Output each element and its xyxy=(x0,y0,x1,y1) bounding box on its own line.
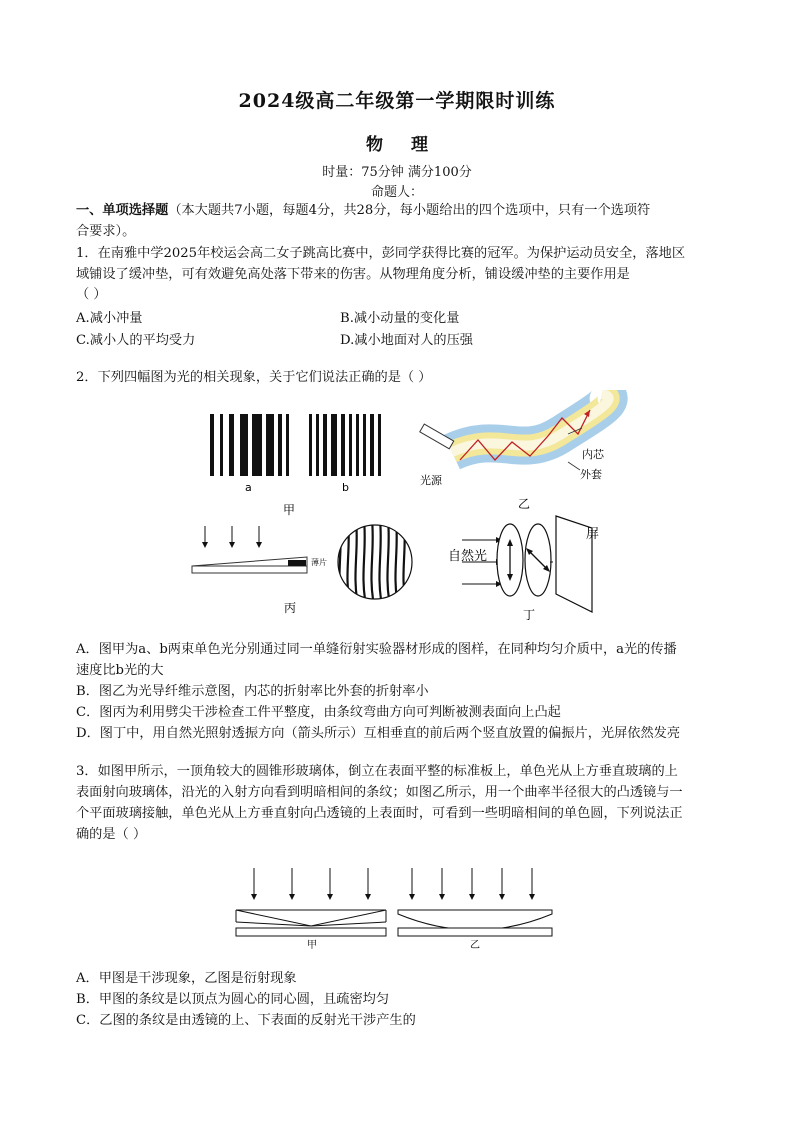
q3-line3: 个平面玻璃接触，单色光从上方垂直射向凸透镜的上表面时，可看到一些明暗相间的单色圆，下列说法正 xyxy=(76,806,683,821)
q1-option-a: A.减小冲量 xyxy=(76,311,143,326)
fringe-pattern xyxy=(338,520,412,605)
q1-line3: （ ） xyxy=(76,287,107,302)
q3-option-c: C．乙图的条纹是由透镜的上、下表面的反射光干涉产生的 xyxy=(76,1013,416,1028)
label-ding: 丁 xyxy=(523,608,536,622)
q1-option-c: C.减小人的平均受力 xyxy=(76,333,196,348)
q3-option-b: B．甲图的条纹是以顶点为圆心的同心圆，且疏密均匀 xyxy=(76,992,390,1007)
q3-line4: 确的是（ ） xyxy=(76,827,147,842)
label-screen: 屏 xyxy=(586,527,600,542)
subject-char-2: 理 xyxy=(411,135,428,155)
label-light-source: 光源 xyxy=(420,474,442,487)
label-q3-jia: 甲 xyxy=(307,940,317,951)
section1-desc-cont: 合要求）。 xyxy=(76,224,136,239)
section1-heading xyxy=(76,200,726,222)
q2-stem: 2．下列四幅图为光的相关现象，关于它们说法正确的是（ ） xyxy=(76,370,432,385)
wedge-interference-diagram xyxy=(192,526,307,573)
cone-on-plate-diagram xyxy=(236,868,386,936)
q2-option-d: D．图丁中，用自然光照射透振方向（箭头所示）互相垂直的前后两个竖直放置的偏振片，光屏依然发亮 xyxy=(76,726,681,741)
label-q3-yi: 乙 xyxy=(470,940,480,951)
q3-line1: 3．如图甲所示，一顶角较大的圆锥形玻璃体，倒立在表面平整的标准板上，单色光从上方垂直玻璃的上 xyxy=(76,764,678,779)
label-a: a xyxy=(245,481,252,494)
q2-option-b: B．图乙为光导纤维示意图，内芯的折射率比外套的折射率小 xyxy=(76,684,429,699)
label-outer-cladding: 外套 xyxy=(580,468,602,481)
q1-line1: 1．在南雅中学2025年校运会高二女子跳高比赛中，彭同学获得比赛的冠军。为保护运动员安全，落地区 xyxy=(76,246,686,261)
lens-on-plate-diagram xyxy=(398,868,552,936)
barcode-a xyxy=(210,414,289,476)
label-natural-light: 自然光 xyxy=(448,549,488,564)
q1-line2: 域铺设了缓冲垫，可有效避免高处落下带来的伤害。从物理角度分析，铺设缓冲垫的主要作用是 xyxy=(76,267,630,282)
optical-fiber-diagram xyxy=(420,394,609,470)
subject-title xyxy=(0,130,794,155)
q2-figures xyxy=(0,390,794,630)
label-bing: 丙 xyxy=(284,601,297,615)
author-line: 命题人： xyxy=(370,185,423,200)
q2-option-a-line2: 速度比b光的大 xyxy=(76,663,164,678)
subject-char-1: 物 xyxy=(366,135,383,155)
q2-option-c: C．图丙为利用劈尖干涉检查工件平整度，由条纹弯曲方向可判断被测表面向上凸起 xyxy=(76,705,561,720)
time-info: 时量：75分钟 满分100分 xyxy=(322,165,472,180)
label-thin-sheet: 薄片 xyxy=(311,558,327,567)
q1-option-d: D.减小地面对人的压强 xyxy=(340,333,473,348)
q3-line2: 表面射向玻璃体，沿光的入射方向看到明暗相间的条纹；如图乙所示，用一个曲率半径很大的凸透镜与一 xyxy=(76,785,683,800)
section1-desc: （本大题共7小题，每题4分，共28分，每小题给出的四个选项中，只有一个选项符 xyxy=(168,203,651,218)
q1-option-b: B.减小动量的变化量 xyxy=(340,311,460,326)
section1-title: 一、单项选择题 xyxy=(76,203,169,218)
q3-figures xyxy=(0,862,794,962)
label-b: b xyxy=(342,481,349,494)
barcode-b xyxy=(309,414,381,476)
polarizer-diagram xyxy=(462,516,592,612)
label-yi: 乙 xyxy=(518,497,531,511)
q2-option-a-line1: A．图甲为a、b两束单色光分别通过同一单缝衍射实验器材形成的图样，在同种均匀介质中，a光的传播 xyxy=(76,642,677,657)
q3-option-a: A．甲图是干涉现象，乙图是衍射现象 xyxy=(76,971,297,986)
label-inner-core: 内芯 xyxy=(582,448,604,461)
label-jia: 甲 xyxy=(283,503,296,517)
exam-title: 2024级高二年级第一学期限时训练 xyxy=(238,90,556,112)
